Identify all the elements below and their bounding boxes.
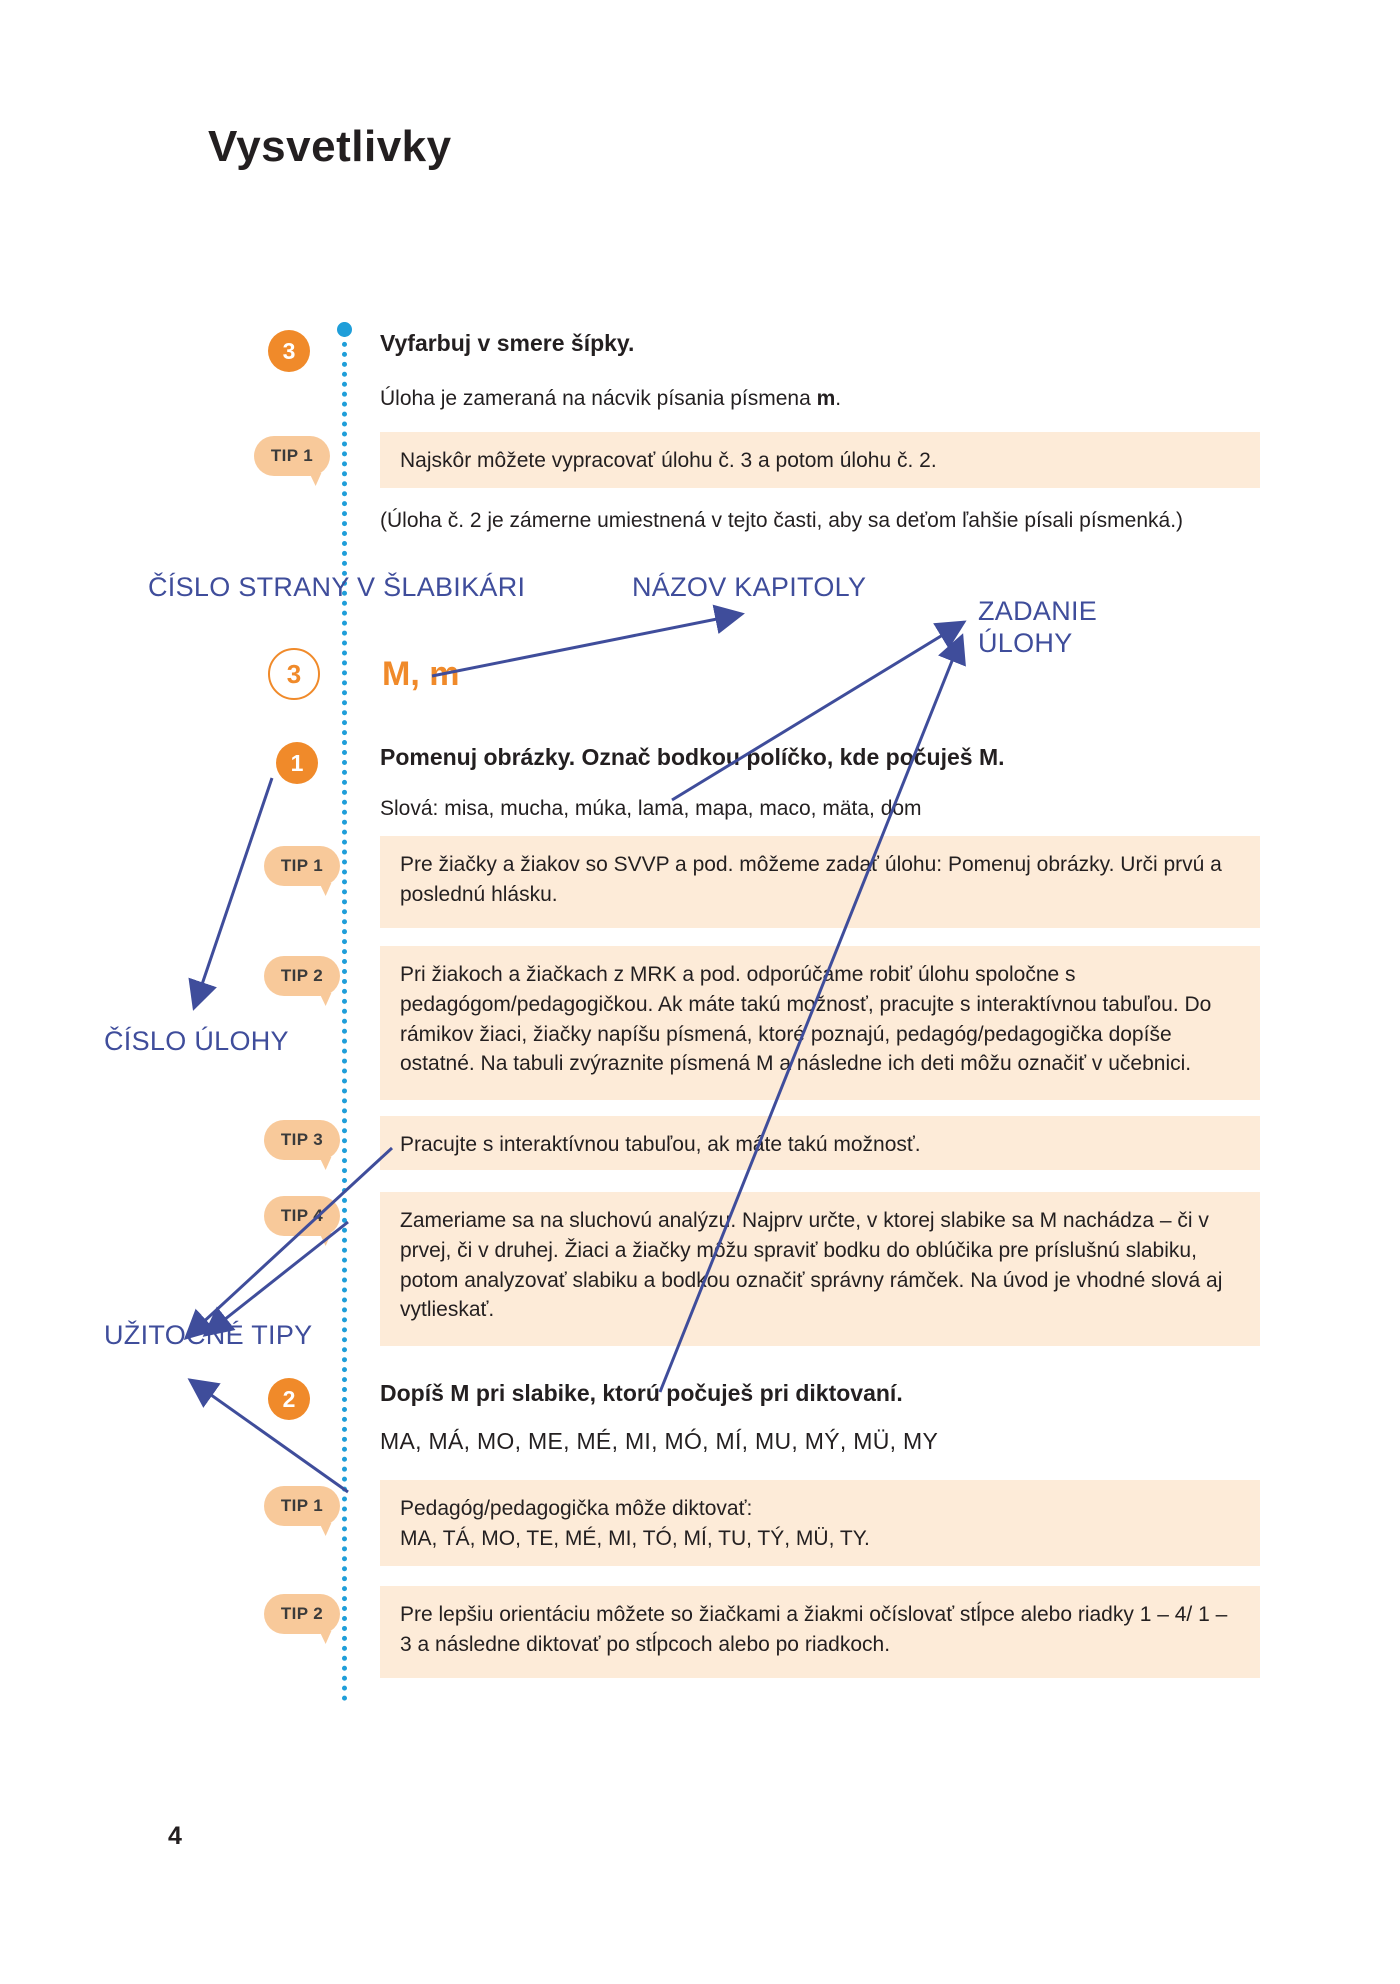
task2-tip2-bubble: TIP 2 [264, 1594, 340, 1634]
task1-tip3-bubble: TIP 3 [264, 1120, 340, 1160]
task1-tip3-box: Pracujte s interaktívnou tabuľou, ak máte takú možnosť. [380, 1116, 1260, 1170]
annotation-chapter-name: NÁZOV KAPITOLY [632, 572, 867, 602]
annotation-task-text-line1: ZADANIE [978, 596, 1098, 626]
task2-subtext: MA, MÁ, MO, ME, MÉ, MI, MÓ, MÍ, MU, MÝ, MÜ, MY [380, 1428, 939, 1454]
dotted-guide-line [342, 322, 347, 1702]
task3-note: (Úloha č. 2 je zámerne umiestnená v tejto časti, aby sa deťom ľahšie písali písmenká.) [380, 509, 1184, 532]
task1-subtext: Slová: misa, mucha, múka, lama, mapa, maco, mäta, dom [380, 797, 922, 820]
task3-subtext [380, 384, 1280, 413]
annotation-task-text [978, 596, 1097, 660]
task1-heading: Pomenuj obrázky. Označ bodkou políčko, kde počuješ M. [380, 744, 1005, 770]
task3-heading: Vyfarbuj v smere šípky. [380, 330, 635, 356]
page-title: Vysvetlivky [208, 122, 452, 171]
task1-tip4-box: Zameriame sa na sluchovú analýzu. Najprv určte, v ktorej slabike sa M nachádza – či v prvej, či v druhej. Žiaci a žiačky môžu spraviť bodku do oblúčika pre príslušnú slabiku, potom analyzovať slabiku a bodkou označiť správny rámček. Na úvod je vhodné slová aj vytlieskať. [380, 1192, 1260, 1346]
task1-tip4-bubble: TIP 4 [264, 1196, 340, 1236]
annotation-task-number: ČÍSLO ÚLOHY [104, 1026, 289, 1056]
page-number: 4 [168, 1822, 182, 1850]
task3-tip1-bubble: TIP 1 [254, 436, 330, 476]
task2-tip2-box: Pre lepšiu orientáciu môžete so žiačkami a žiakmi očíslovať stĺpce alebo riadky 1 – 4/ 1 – 3 a následne diktovať po stĺpcoch alebo po riadkoch. [380, 1586, 1260, 1678]
task2-tip1-box [380, 1480, 1260, 1566]
annotation-page-number: ČÍSLO STRANY V ŠLABIKÁRI [148, 572, 526, 602]
annotation-task-text-line2: ÚLOHY [978, 627, 1073, 658]
task2-tip1-bubble: TIP 1 [264, 1486, 340, 1526]
task1-tip2-box: Pri žiakoch a žiačkach z MRK a pod. odporúčame robiť úlohu spoločne s pedagógom/pedagogičkou. Ak máte takú možnosť, pracujte s interaktívnou tabuľou. Do rámikov žiaci, žiačky napíšu písmená, ktoré poznajú, pedagóg/pedagogička dopíše ostatné. Na tabuli zvýraznite písmená M a následne ich deti môžu označiť v učebnici. [380, 946, 1260, 1100]
task-badge-2: 2 [268, 1378, 310, 1420]
task1-tip1-box: Pre žiačky a žiakov so SVVP a pod. môžeme zadať úlohu: Pomenuj obrázky. Urči prvú a poslednú hlásku. [380, 836, 1260, 928]
task2-tip1-line1: Pedagóg/pedagogička môže diktovať: [400, 1497, 753, 1520]
chapter-name: M, m [382, 655, 460, 693]
task1-tip2-bubble: TIP 2 [264, 956, 340, 996]
chapter-page-badge: 3 [268, 648, 320, 700]
task1-tip1-bubble: TIP 1 [264, 846, 340, 886]
task-badge-3: 3 [268, 330, 310, 372]
task3-subtext-post: . [835, 387, 842, 410]
task2-tip1-line2: MA, TÁ, MO, TE, MÉ, MI, TÓ, MÍ, TU, TÝ, MÜ, TY. [400, 1526, 870, 1550]
task3-tip1-box: Najskôr môžete vypracovať úlohu č. 3 a potom úlohu č. 2. [380, 432, 1260, 488]
task2-heading: Dopíš M pri slabike, ktorú počuješ pri diktovaní. [380, 1380, 903, 1406]
task3-subtext-bold: m [816, 387, 836, 410]
task3-subtext-pre: Úloha je zameraná na nácvik písania písmena [380, 387, 817, 410]
task-badge-1: 1 [276, 742, 318, 784]
annotation-useful-tips: UŽITOČNÉ TIPY [104, 1320, 313, 1350]
